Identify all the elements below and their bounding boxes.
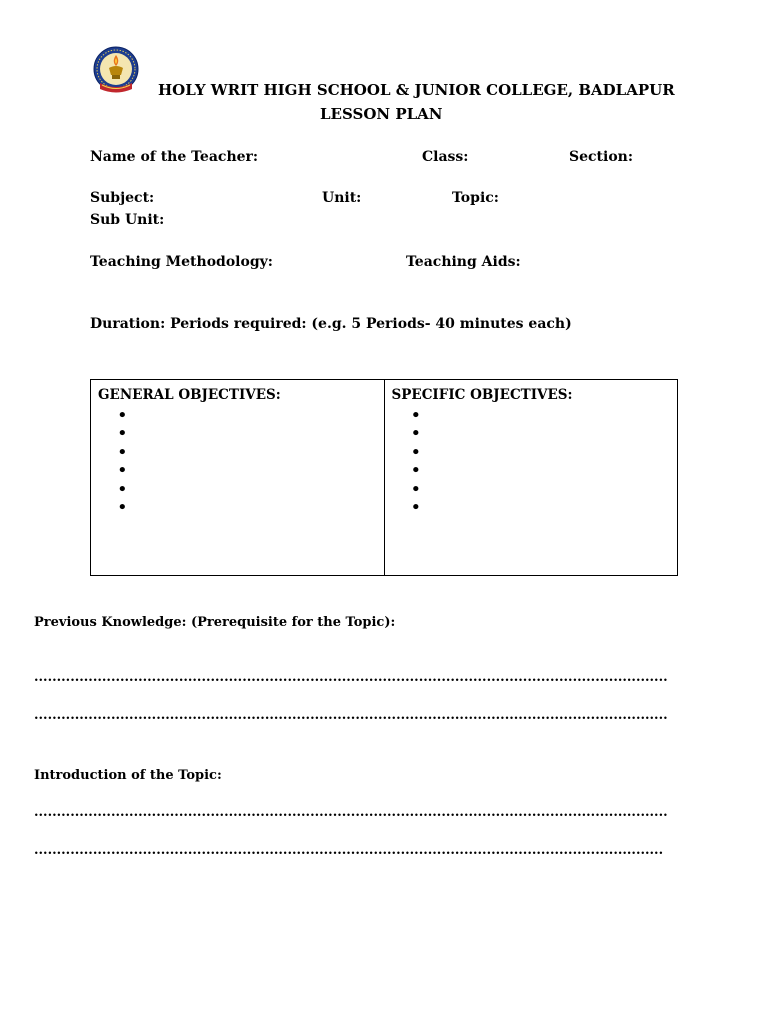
specific-objectives-cell <box>384 380 678 575</box>
sub-unit-label: Sub Unit: <box>90 212 165 228</box>
previous-knowledge-line-1: ............................................................................................................................................ <box>34 670 668 685</box>
specific-objectives-heading: SPECIFIC OBJECTIVES: <box>391 387 573 403</box>
bullet-icon: • <box>117 441 128 463</box>
objectives-table <box>90 379 678 576</box>
introduction-label: Introduction of the Topic: <box>34 768 222 783</box>
introduction-line-2: ........................................................................................................................................... <box>34 843 664 858</box>
previous-knowledge-line-2: ............................................................................................................................................ <box>34 708 668 723</box>
topic-label: Topic: <box>452 190 499 206</box>
bullet-icon: • <box>410 496 422 518</box>
bullet-icon: • <box>117 460 128 482</box>
teaching-methodology-label: Teaching Methodology: <box>90 254 273 270</box>
document-title: LESSON PLAN <box>320 105 443 123</box>
bullet-icon: • <box>410 441 422 463</box>
class-label: Class: <box>422 149 469 165</box>
general-objectives-list <box>117 407 128 517</box>
unit-label: Unit: <box>322 190 362 206</box>
general-objectives-heading: GENERAL OBJECTIVES: <box>98 387 281 403</box>
introduction-line-1: ............................................................................................................................................ <box>34 805 668 820</box>
teacher-name-label: Name of the Teacher: <box>90 149 259 165</box>
bullet-icon: • <box>117 405 128 426</box>
bullet-icon: • <box>410 405 422 426</box>
bullet-icon: • <box>117 423 128 445</box>
subject-label: Subject: <box>90 190 155 206</box>
general-objectives-cell <box>91 380 384 575</box>
bullet-icon: • <box>117 478 128 500</box>
bullet-icon: • <box>117 496 128 518</box>
duration-label: Duration: Periods required: (e.g. 5 Periods- 40 minutes each) <box>90 316 572 332</box>
school-crest-icon <box>89 45 143 97</box>
section-label: Section: <box>569 149 634 165</box>
specific-objectives-list <box>411 407 422 517</box>
bullet-icon: • <box>410 460 422 482</box>
school-name: HOLY WRIT HIGH SCHOOL & JUNIOR COLLEGE, BADLAPUR <box>158 81 675 99</box>
previous-knowledge-label: Previous Knowledge: (Prerequisite for the Topic): <box>34 615 396 630</box>
teaching-aids-label: Teaching Aids: <box>406 254 521 270</box>
bullet-icon: • <box>410 423 422 445</box>
bullet-icon: • <box>410 478 422 500</box>
